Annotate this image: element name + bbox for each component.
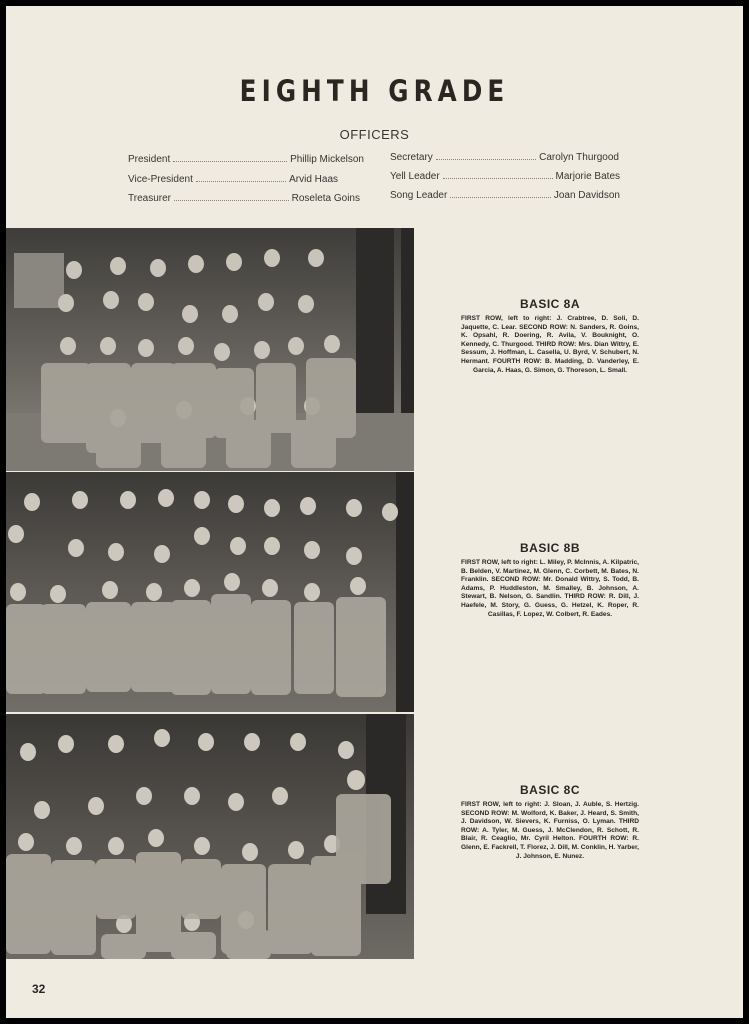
officer-role: Song Leader (390, 190, 448, 201)
leader-dots (436, 159, 536, 160)
class-photo-8b (6, 472, 414, 712)
leader-dots (196, 181, 286, 182)
officer-role: Secretary (390, 152, 433, 163)
page-title: EIGHTH GRADE (239, 74, 510, 108)
group-caption: FIRST ROW, left to right: J. Crabtree, D. Soli, D. Jaquette, C. Lear. SECOND ROW: N. Sanders, R. Goins, K. Opsahl, R. Doering, R. Avila, V. Bouknight, O. Kennedy, C. Thurgood. THIRD ROW: Mrs. Dian Wittry, E. Sessum, J. Hoffman, L. Casella, U. Byrd, V. Schubert, N. Hermant. FOURTH ROW: B. Madding, D. Vanderley, E. Garcia, A. Haas, G. Simon, G. Thoreson, L. Small. (461, 315, 639, 374)
officer-secretary (390, 152, 619, 163)
leader-dots (174, 200, 289, 201)
officer-name: Joan Davidson (553, 190, 620, 201)
officer-treasurer (128, 193, 360, 204)
caption-basic-8a (461, 297, 639, 375)
group-heading: BASIC 8C (519, 783, 580, 797)
class-photo-8a (6, 228, 414, 471)
caption-basic-8c (461, 783, 639, 861)
officer-president (128, 154, 364, 165)
leader-dots (450, 197, 551, 198)
yearbook-page (6, 6, 743, 1018)
officer-role: President (128, 154, 171, 165)
page-number: 32 (32, 982, 46, 996)
leader-dots (443, 178, 553, 179)
officer-name: Marjorie Bates (555, 171, 620, 182)
officer-name: Roseleta Goins (291, 193, 360, 204)
class-photo-8c (6, 714, 414, 959)
group-caption: FIRST ROW, left to right: L. Miley, P. McInnis, A. Kilpatric, B. Belden, V. Martinez, M. Glenn, C. Corbett, M. Bates, N. Franklin. SECOND ROW: Mr. Donald Wittry, S. Todd, B. Adams, P. Huddleston, M. Smalley, B. Johnson, A. Stewart, B. Nelson, G. Sandlin. THIRD ROW: R. Dill, J. Haefele, M. Story, G. Guess, G. Hetzel, K. Roper, R. Casillas, F. Lopez, W. Colbert, R. Eades. (461, 559, 639, 618)
group-heading: BASIC 8A (519, 297, 580, 311)
officer-song-leader (390, 190, 620, 201)
group-caption: FIRST ROW, left to right: J. Sloan, J. Auble, S. Hertzig. SECOND ROW: M. Wolford, K. Baker, J. Heard, S. Smith, J. Davidson, W. Sievers, K. Furniss, O. Lyman. THIRD ROW: A. Tyler, M. Guess, J. McClendon, R. Schott, R. Blair, R. Ceaglio, Mr. Cyril Helton. FOURTH ROW: R. Glenn, E. Fackrell, T. Florez, J. Dill, M. Conklin, H. Yarber, J. Johnson, E. Nunez. (461, 801, 639, 860)
leader-dots (173, 161, 287, 162)
officer-name: Phillip Mickelson (290, 154, 364, 165)
officer-role: Vice-President (128, 174, 193, 185)
caption-basic-8b (461, 541, 639, 619)
officer-name: Arvid Haas (289, 174, 338, 185)
group-heading: BASIC 8B (519, 541, 580, 555)
officer-yell-leader (390, 171, 620, 182)
officers-heading: OFFICERS (339, 127, 410, 142)
officer-role: Yell Leader (390, 171, 440, 182)
officer-role: Treasurer (128, 193, 171, 204)
officer-vice-president (128, 174, 338, 185)
officer-name: Carolyn Thurgood (539, 152, 619, 163)
